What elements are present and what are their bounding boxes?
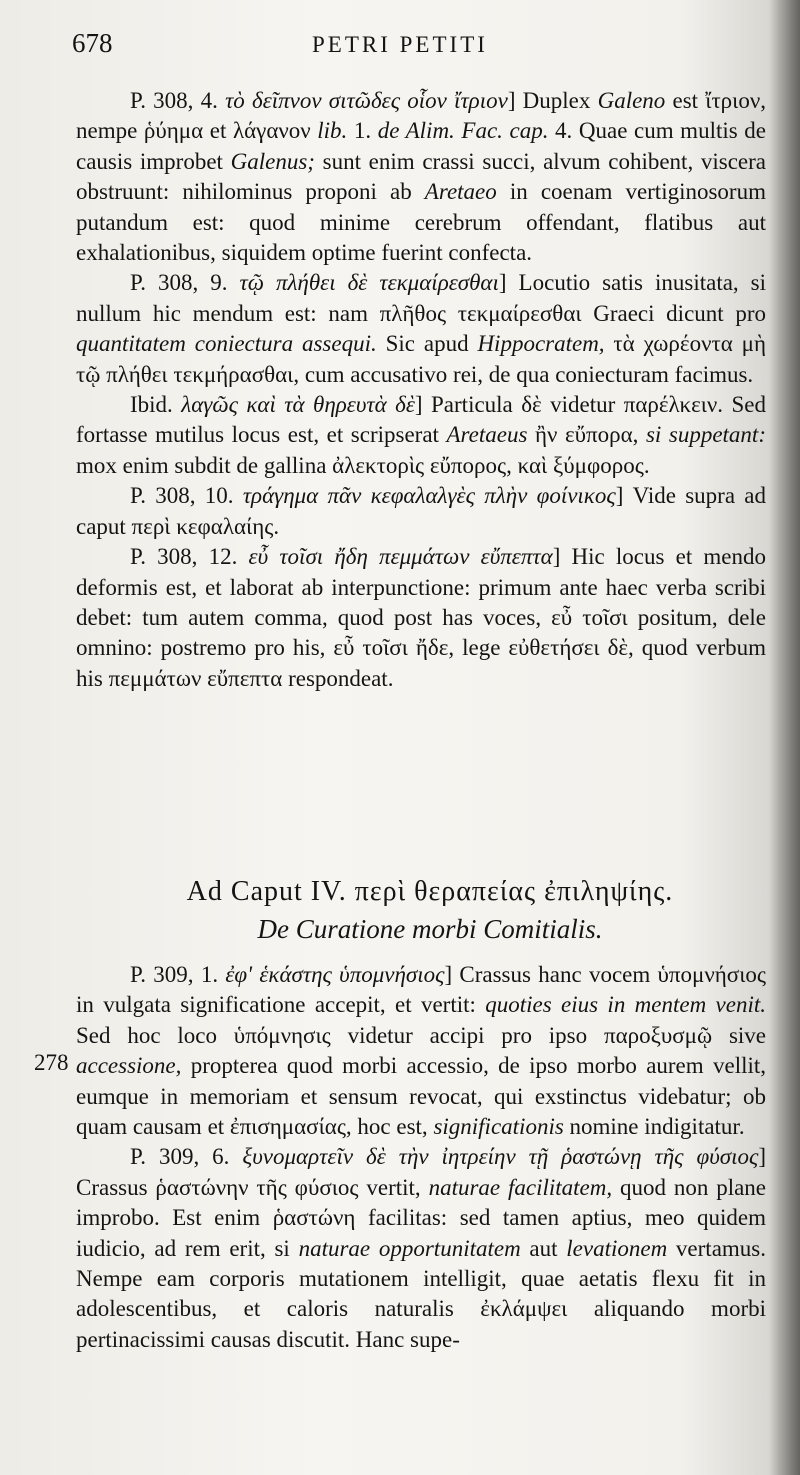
note-reference: P. 309, 6. (130, 1144, 243, 1170)
commentary-note (76, 481, 766, 542)
note-text: aut (520, 1235, 567, 1261)
section-heading (90, 876, 770, 945)
section-heading-subtitle: De Curatione morbi Comitialis. (257, 914, 603, 944)
commentary-note (76, 268, 766, 390)
page-number: 678 (72, 28, 113, 58)
note-text: ἢν εὔπορα, (527, 422, 646, 448)
page-edge-shadow (770, 0, 800, 1475)
greek-lemma: τὸ δεῖπνον σιτῶδες οἷον ἴτριον (225, 88, 508, 113)
commentary-note (76, 960, 766, 1142)
commentary-note (76, 390, 766, 481)
note-reference: P. 308, 4. (130, 88, 226, 113)
italic-text: quoties eius in mentem venit. (485, 992, 766, 1018)
note-text: Sed hoc loco ὑπόμνησις videtur accipi pro ipso παροξυσμῷ sive (76, 1022, 766, 1048)
italic-text: Galeno (597, 88, 666, 113)
note-text: ] Vide supra ad caput περὶ κεφαλαίης. (76, 483, 767, 539)
italic-text: si suppetant: (645, 422, 766, 448)
greek-lemma: τράγημα πᾶν κεφαλαλγὲς πλὴν φοίνικος (242, 483, 616, 509)
commentary-body-top (76, 86, 766, 694)
note-text: propterea quod morbi accessio, de ipso morbo aurem vellit, eumque in memoriam et sensum revocat, qui exstinctus videbatur; ob quam causam et ἐπισημασίας, hoc est, (76, 1053, 766, 1140)
greek-lemma: λαγῶς καὶ τὰ θηρευτὰ δὲ (181, 392, 415, 418)
commentary-body-bottom (76, 960, 766, 1355)
commentary-note (76, 86, 766, 268)
commentary-note (76, 1142, 766, 1355)
margin-page-number: 278 (34, 1050, 69, 1075)
italic-text: significationis (433, 1114, 564, 1140)
note-reference: Ibid. (130, 392, 182, 418)
greek-lemma: ἐφ' ἑκάστης ὑπομνήσιος (225, 962, 445, 987)
page-header (72, 28, 762, 68)
note-text: ] Hic locus et mendo deformis est, et laborat ab interpunctione: primum ante haec verba scribi debet: tum autem comma, quod post has voces, εὖ τοῖσι positum, dele omnino: postremo pro his, εὖ τοῖσι ἤδε, lege εὐθετήσει δὲ, quod verbum his πεμμάτων εὔπεπτα respondeat. (76, 544, 767, 691)
note-text: Sic apud (376, 331, 478, 357)
commentary-note (76, 542, 766, 694)
note-text: nomine indigitatur. (563, 1114, 745, 1140)
italic-text: accessione, (76, 1053, 182, 1079)
note-text: 1. (347, 118, 378, 144)
note-text: vertamus. Nempe eam corporis mutationem intelligit, quae aetatis flexu fit in adolescentibus, et caloris naturalis ἐκλάμψει aliquando morbi pertinacissimi causas discutit. Hanc supe- (76, 1235, 766, 1352)
italic-text: Aretaeo (424, 179, 497, 205)
greek-lemma: ξυνομαρτεῖν δὲ τὴν ἰητρείην τῇ ῥαστώνῃ τῆς φύσιος (242, 1144, 759, 1170)
note-text: in coenam vertiginosorum putandum est: quod minime cerebrum offendant, flatibus aut exhalationibus, siquidem optime fuerint confecta. (76, 179, 766, 266)
running-title: PETRI PETITI (312, 32, 488, 57)
note-text: ] Locutio satis inusitata, si nullum hic mendum est: nam πλῆθος τεκμαίρεσθαι Graeci dicunt pro (76, 270, 767, 326)
note-text: ] Crassus ῥαστώνην τῆς φύσιος vertit, (76, 1144, 766, 1200)
italic-text: de Alim. Fac. cap. (377, 118, 549, 144)
note-text: sunt enim crassi succi, alvum cohibent, viscera obstruunt: nihilominus proponi ab (76, 148, 766, 205)
italic-text: levationem (566, 1235, 668, 1261)
note-text: mox enim subdit de gallina ἀλεκτορὶς εὔπορος, καὶ ξύμφορος. (76, 452, 650, 478)
italic-text: Aretaeus (446, 422, 528, 448)
note-text: 4. Quae cum multis de causis improbet (76, 118, 766, 174)
italic-text: Hippocratem, (477, 331, 605, 357)
note-text: τὰ χωρέοντα μὴ τῷ πλήθει τεκμήρασθαι, cum accusativo rei, de qua coniecturam facimus. (76, 331, 766, 387)
italic-text: quantitatem coniectura assequi. (76, 331, 377, 357)
note-text: ] Duplex (507, 88, 598, 113)
italic-text: naturae opportunitatem (298, 1235, 521, 1261)
note-reference: P. 309, 1. (130, 962, 226, 987)
note-text: ] Particula δὲ videtur παρέλκειν. Sed fortasse mutilus locus est, et scripserat (76, 392, 767, 448)
italic-text: Galenus; (230, 148, 315, 174)
greek-lemma: εὖ τοῖσι ἤδη πεμμάτων εὔπεπτα (248, 544, 553, 570)
greek-lemma: τῷ πλήθει δὲ τεκμαίρεσθαι (239, 270, 499, 296)
note-reference: P. 308, 10. (130, 483, 243, 509)
note-text: est ἴτριον, nempe ῥύημα et λάγανον (76, 88, 766, 144)
section-heading-title: Ad Caput IV. περὶ θεραπείας ἐπιληψίης. (186, 876, 674, 907)
note-text: ] Crassus hanc vocem ὑπομνήσιος in vulgata significatione accepit, et vertit: (76, 962, 766, 1018)
note-reference: P. 308, 12. (130, 544, 249, 570)
italic-text: naturae facilitatem, (428, 1174, 613, 1200)
italic-text: lib. (317, 118, 348, 144)
note-reference: P. 308, 9. (130, 270, 240, 296)
note-text: quod non plane improbo. Est enim ῥαστώνη facilitas: sed tamen aptius, meo quidem iudicio, ad rem erit, si (76, 1174, 767, 1261)
